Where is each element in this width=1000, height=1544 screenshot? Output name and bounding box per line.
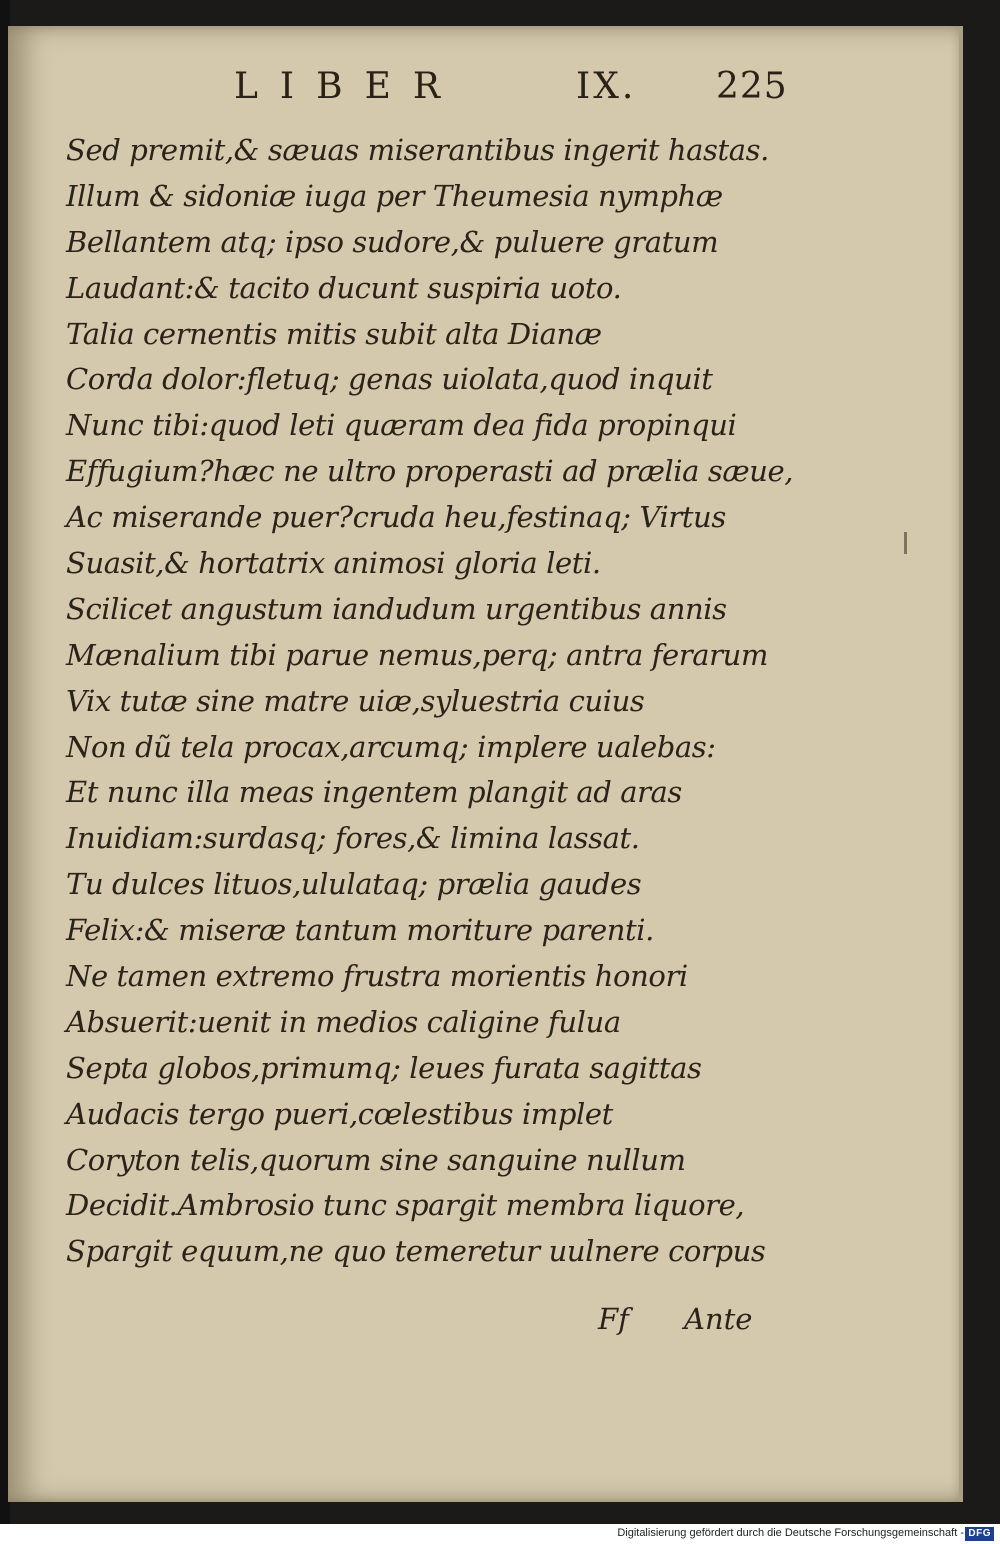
verse-line: Effugium?hæc ne ultro properasti ad prælia sæue, xyxy=(66,454,794,489)
verse-line: Audacis tergo pueri,cœlestibus implet xyxy=(66,1096,613,1131)
catchline xyxy=(8,1302,963,1348)
page-number: 225 xyxy=(716,66,788,107)
verse-line: Vix tutæ sine matre uiæ,syluestria cuius xyxy=(66,683,645,718)
verse-line: Ac miserande puer?cruda heu,festinaq; Virtus xyxy=(66,500,726,535)
verse-line: Sed premit,& sæuas miserantibus ingerit hastas. xyxy=(66,133,769,167)
verse-line: Illum & sidoniæ iuga per Theumesia nymphæ xyxy=(66,178,723,213)
book-number: IX. xyxy=(576,66,637,107)
verse-text xyxy=(66,128,794,1275)
verse-line: Absuerit:uenit in medios caligine fulua xyxy=(66,1004,621,1039)
margin-mark xyxy=(904,532,907,554)
verse-line: Septa globos,primumq; leues furata sagittas xyxy=(66,1050,702,1085)
verse-line: Inuidiam:surdasq; fores,& limina lassat. xyxy=(66,821,640,856)
verse-line: Felix:& miseræ tantum moriture parenti. xyxy=(66,913,655,948)
funding-credit: Digitalisierung gefördert durch die Deutsche Forschungsgemeinschaft - xyxy=(617,1527,964,1539)
verse-line: Talia cernentis mitis subit alta Dianæ xyxy=(66,316,602,351)
verse-line: Spargit equum,ne quo temeretur uulnere corpus xyxy=(66,1234,766,1269)
verse-line: Coryton telis,quorum sine sanguine nullum xyxy=(66,1142,686,1177)
verse-line: Scilicet angustum iandudum urgentibus annis xyxy=(66,591,727,626)
verse-line: Ne tamen extremo frustra morientis honori xyxy=(66,959,688,994)
verse-line: Suasit,& hortatrix animosi gloria leti. xyxy=(66,546,601,581)
running-title: LIBER xyxy=(234,66,462,107)
book-page xyxy=(8,26,963,1502)
digitization-footer xyxy=(0,1524,1000,1544)
verse-line: Laudant:& tacito ducunt suspiria uoto. xyxy=(66,270,622,305)
signature-mark: Ff xyxy=(598,1302,629,1336)
verse-line: Tu dulces lituos,ululataq; prælia gaudes xyxy=(66,867,642,902)
verse-line: Nunc tibi:quod leti quæram dea fida propinqui xyxy=(66,408,737,443)
verse-line: Non dũ tela procax,arcumq; implere ualebas: xyxy=(66,729,716,764)
verse-line: Corda dolor:fletuq; genas uiolata,quod inquit xyxy=(66,362,713,397)
dfg-logo: DFG xyxy=(965,1527,994,1541)
running-head xyxy=(8,66,963,116)
verse-line: Decidit.Ambrosio tunc spargit membra liquore, xyxy=(66,1188,745,1223)
page-edge xyxy=(959,26,963,1502)
catchword: Ante xyxy=(684,1302,753,1336)
verse-line: Et nunc illa meas ingentem plangit ad aras xyxy=(66,775,682,810)
verse-line: Mænalium tibi parue nemus,perq; antra ferarum xyxy=(66,637,768,672)
verse-line: Bellantem atq; ipso sudore,& puluere gratum xyxy=(66,224,719,259)
